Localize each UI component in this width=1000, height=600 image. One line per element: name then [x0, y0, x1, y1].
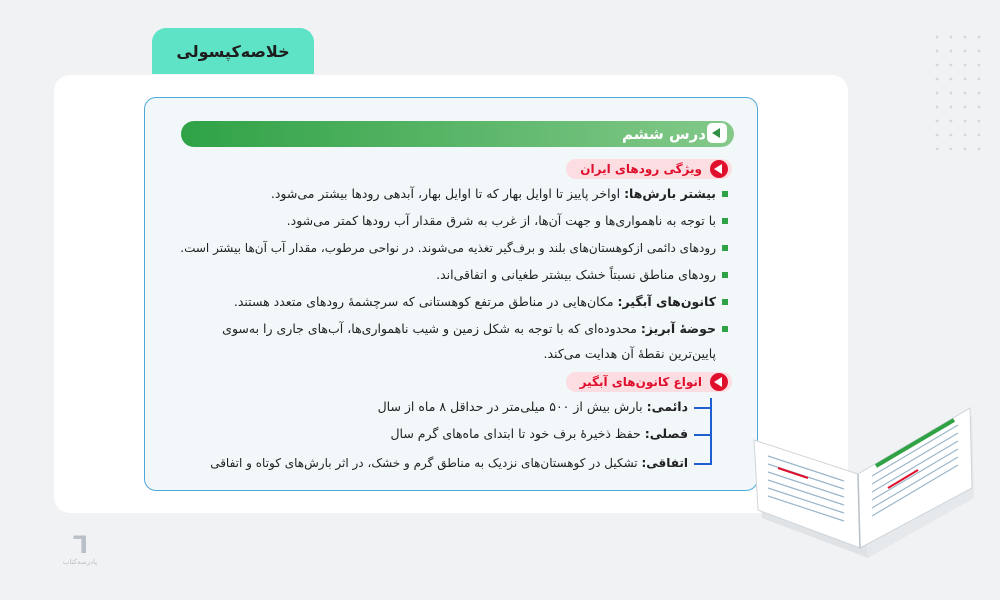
list-item — [287, 212, 716, 230]
item-text: بارش بیش از ۵۰۰ میلی‌متر در حداقل ۸ ماه از سال — [377, 399, 647, 414]
item-text: محدوده‌ای که با توجه به شکل زمین و شیب ناهمواری‌ها، آب‌های جاری را به‌سوی — [222, 321, 641, 336]
list-item-continuation: پایین‌ترین نقطهٔ آن هدایت می‌کند. — [543, 346, 716, 361]
item-text: رودهای مناطق نسبتاً خشک بیشتر طغیانی و اتفاقی‌اند. — [436, 267, 716, 282]
item-bold: بیشتر بارش‌ها: — [624, 186, 716, 201]
bullet-square-icon — [722, 218, 728, 224]
summary-tag — [152, 28, 314, 74]
item-text: مکان‌هایی در مناطق مرتفع کوهستانی که سرچشمهٔ رودهای متعدد هستند. — [233, 294, 618, 309]
bullet-square-icon — [722, 272, 728, 278]
logo-text: پادرسه‌کتاب — [62, 558, 98, 566]
bullet-square-icon — [722, 245, 728, 251]
list-item — [378, 398, 688, 416]
item-text: اواخر پاییز تا اوایل بهار که تا اوایل بهار، آبدهی رودها بیشتر می‌شود. — [270, 186, 625, 201]
item-bold: حوضهٔ آبریز: — [640, 321, 716, 336]
list-item — [210, 454, 688, 472]
summary-tag-label: خلاصه‌کپسولی — [176, 41, 290, 61]
tree-branch — [694, 463, 712, 465]
list-item — [234, 293, 716, 311]
item-text: تشکیل در کوهستان‌های نزدیک به مناطق گرم و خشک، در اثر بارش‌های کوتاه و اتفاقی — [210, 456, 642, 470]
item-text: رودهای دائمی ازکوهستان‌های بلند و برف‌گیر تغذیه می‌شوند. در نواحی مرطوب، مقدار آب آن‌ها بیشتر است. — [180, 241, 716, 255]
tree-branch — [694, 434, 712, 436]
item-text: حفظ ذخیرهٔ برف خود تا ابتدای ماه‌های گرم سال — [390, 426, 645, 441]
play-left-icon — [710, 373, 728, 391]
play-left-icon — [710, 160, 728, 178]
list-item — [390, 425, 688, 443]
section-heading-catchment-types — [566, 372, 732, 392]
bullet-square-icon — [722, 299, 728, 305]
bullet-square-icon — [722, 191, 728, 197]
item-bold: دائمی: — [646, 399, 688, 414]
decorative-dot-grid — [930, 30, 990, 150]
tree-branch — [694, 407, 712, 409]
bullet-square-icon — [722, 326, 728, 332]
item-text: با توجه به ناهمواری‌ها و جهت آن‌ها، از غرب به شرق مقدار آب رودها کمتر می‌شود. — [286, 213, 716, 228]
list-item — [436, 266, 716, 284]
item-bold: فصلی: — [644, 426, 688, 441]
section-heading-river-features — [566, 159, 732, 179]
item-bold: اتفاقی: — [641, 456, 688, 470]
list-item — [271, 185, 716, 203]
play-left-icon — [707, 123, 727, 143]
section-heading-text: انواع کانون‌های آبگیر — [579, 375, 702, 389]
book-icon — [748, 378, 980, 568]
lesson-title: درس ششم — [621, 125, 706, 143]
item-bold: کانون‌های آبگیر: — [617, 294, 716, 309]
section-heading-text: ویژگی رودهای ایران — [580, 162, 702, 176]
list-item — [222, 320, 716, 338]
logo-icon: ⅂ پادرسه‌کتاب — [60, 532, 100, 576]
list-item — [180, 239, 716, 257]
